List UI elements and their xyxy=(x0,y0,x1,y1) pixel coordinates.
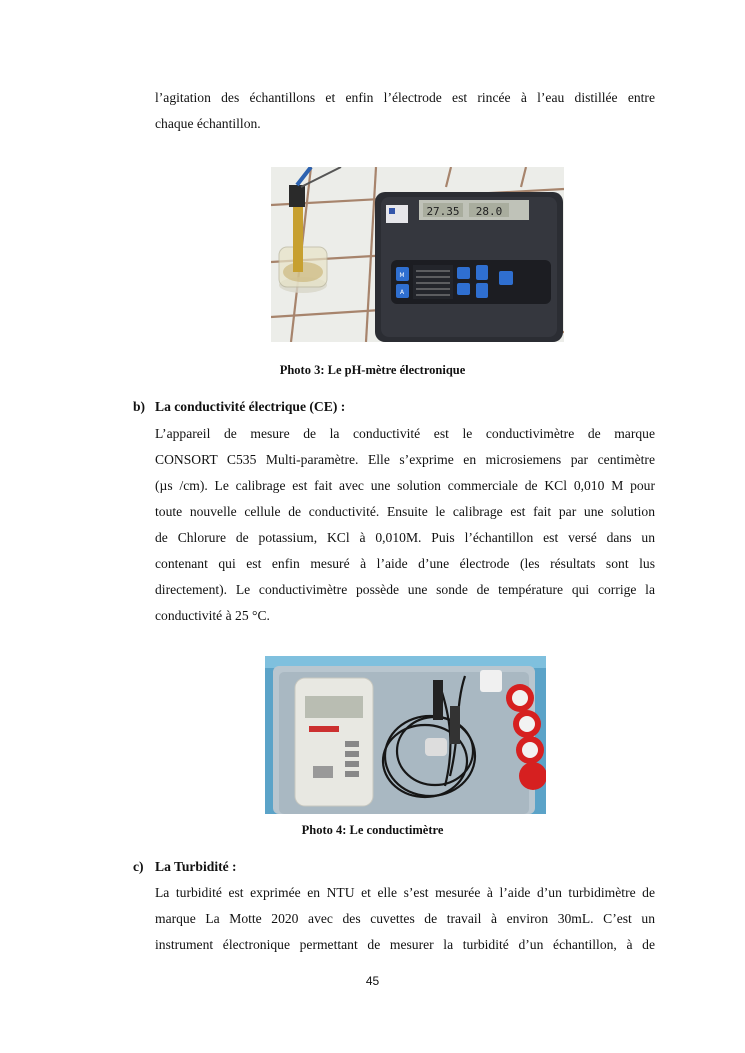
section-b-paragraph xyxy=(155,421,655,629)
section-b-line-5: de Chlorure de potassium, KCl à 0,010M. Puis l’échantillon est versé dans un xyxy=(155,530,655,545)
ph-display-left: 27.35 xyxy=(426,205,460,218)
section-c-heading xyxy=(133,859,237,875)
svg-text:A: A xyxy=(399,289,405,296)
section-c-paragraph xyxy=(155,880,655,958)
section-c-line-1: La turbidité est exprimée en NTU et elle s’est mesurée à l’aide d’un turbidimètre de xyxy=(155,885,655,900)
section-b-line-1: L’appareil de mesure de la conductivité est le conductivimètre de marque xyxy=(155,426,655,441)
section-b-line-7: directement). Le conductivimètre possède une sonde de température qui corrige la xyxy=(155,582,655,597)
section-b-line-3: (µs /cm). Le calibrage est fait avec une solution commerciale de KCl 0,010 M pour xyxy=(155,478,655,493)
section-b-line-4: toute nouvelle cellule de conductivité. Ensuite le calibrage est fait par une solution xyxy=(155,504,655,519)
intro-line-1: l’agitation des échantillons et enfin l’électrode est rincée à l’eau distillée entre xyxy=(155,90,655,105)
ph-display-right: 28.0 xyxy=(475,205,503,218)
section-c-line-2: marque La Motte 2020 avec des cuvettes de travail à environ 30mL. C’est un xyxy=(155,911,655,926)
section-b-line-2: CONSORT C535 Multi-paramètre. Elle s’exprime en microsiemens par centimètre xyxy=(155,452,655,467)
conductimeter-photo xyxy=(265,656,546,814)
intro-paragraph xyxy=(155,85,655,137)
section-b-letter: b) xyxy=(133,399,146,414)
section-b-title: La conductivité électrique (CE) : xyxy=(155,399,346,414)
photo4-caption: Photo 4: Le conductimètre xyxy=(301,823,444,837)
section-b-heading xyxy=(133,399,345,415)
ph-meter-photo xyxy=(271,167,564,342)
section-c-letter: c) xyxy=(133,859,144,874)
intro-line-2: chaque échantillon. xyxy=(155,116,261,131)
section-b-line-6: contenant qui est enfin mesuré à l’aide d’une électrode (les résultats sont lus xyxy=(155,556,655,571)
page-number: 45 xyxy=(365,974,380,988)
photo3-caption: Photo 3: Le pH-mètre électronique xyxy=(279,363,466,377)
section-c-line-3: instrument électronique permettant de mesurer la turbidité d’un échantillon, à de xyxy=(155,937,655,952)
section-b-line-8: conductivité à 25 °C. xyxy=(155,608,270,623)
svg-text:M: M xyxy=(399,272,405,279)
section-c-title: La Turbidité : xyxy=(155,859,237,874)
